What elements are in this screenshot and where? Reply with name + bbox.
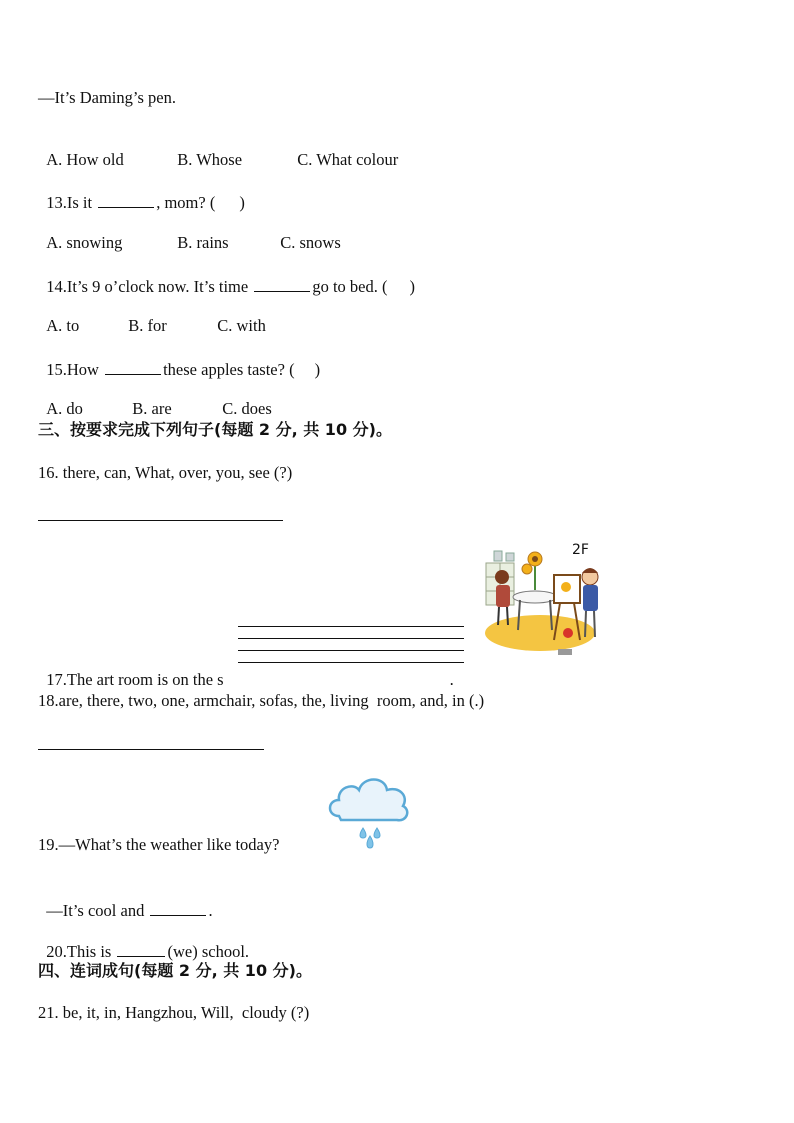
question-19-answer: [38, 879, 213, 921]
q13-options: [38, 213, 341, 253]
q17-answer-line-2[interactable]: [238, 638, 464, 639]
question-19: 19.—What’s the weather like today?: [38, 835, 280, 854]
q12-option-b[interactable]: B. Whose: [177, 150, 243, 169]
q15-options: [38, 379, 272, 419]
q14-option-c[interactable]: C. with: [217, 316, 266, 335]
q19-blank[interactable]: [150, 899, 206, 916]
q17-answer-line-1[interactable]: [238, 626, 464, 627]
section-3-heading: 三、按要求完成下列句子(每题 2 分, 共 10 分)。: [38, 420, 392, 439]
question-13: [38, 171, 245, 213]
q15-paren-close: ): [314, 360, 321, 379]
question-21: 21. be, it, in, Hangzhou, Will, cloudy (?): [38, 1003, 310, 1022]
q14-blank[interactable]: [254, 275, 310, 292]
q13-option-c[interactable]: C. snows: [280, 233, 341, 252]
q15-option-a[interactable]: A. do: [46, 399, 83, 418]
q17-text-pre: 17.The art room is on the s: [46, 670, 224, 689]
q12-option-c[interactable]: C. What colour: [297, 150, 399, 169]
q14-option-b[interactable]: B. for: [128, 316, 167, 335]
q19-answer-pre: —It’s cool and: [46, 901, 149, 920]
question-17: [38, 650, 454, 690]
answer-line-12: —It’s Daming’s pen.: [38, 88, 176, 107]
q15-option-b[interactable]: B. are: [132, 399, 172, 418]
q19-answer-post: .: [208, 901, 213, 920]
floor-label: 2F: [572, 542, 589, 558]
q13-blank[interactable]: [98, 191, 154, 208]
q14-text-post: go to bed. (: [312, 277, 388, 296]
art-room-picture: [480, 545, 610, 660]
q13-option-a[interactable]: A. snowing: [46, 233, 123, 252]
q20-blank[interactable]: [117, 940, 165, 957]
q14-option-a[interactable]: A. to: [46, 316, 80, 335]
question-20: [38, 920, 249, 962]
q20-text-pre: 20.This is: [46, 942, 116, 961]
q13-option-b[interactable]: B. rains: [177, 233, 229, 252]
q17-text-post: .: [449, 670, 454, 689]
q14-options: [38, 296, 266, 336]
q13-paren-close: ): [239, 193, 245, 212]
section-4-heading: 四、连词成句(每题 2 分, 共 10 分)。: [38, 961, 312, 980]
question-18: 18.are, there, two, one, armchair, sofas, the, living room, and, in (.): [38, 691, 485, 710]
q16-answer-line[interactable]: [38, 520, 283, 521]
q13-text-post: , mom? (: [156, 193, 216, 212]
q12-option-a[interactable]: A. How old: [46, 150, 124, 169]
rain-cloud-icon: [325, 770, 411, 852]
q12-options: [38, 130, 398, 170]
q15-text-pre: 15.How: [46, 360, 104, 379]
q14-paren-close: ): [409, 277, 415, 296]
q13-text-pre: 13.Is it: [46, 193, 97, 212]
q20-text-post: (we) school.: [167, 942, 250, 961]
q14-text-pre: 14.It’s 9 o’clock now. It’s time: [46, 277, 253, 296]
q15-option-c[interactable]: C. does: [222, 399, 272, 418]
question-15: [38, 338, 320, 380]
question-14: [38, 255, 415, 297]
q18-answer-line[interactable]: [38, 749, 264, 750]
question-16: 16. there, can, What, over, you, see (?): [38, 463, 293, 482]
q15-blank[interactable]: [105, 358, 161, 375]
q15-text-post: these apples taste? (: [163, 360, 295, 379]
